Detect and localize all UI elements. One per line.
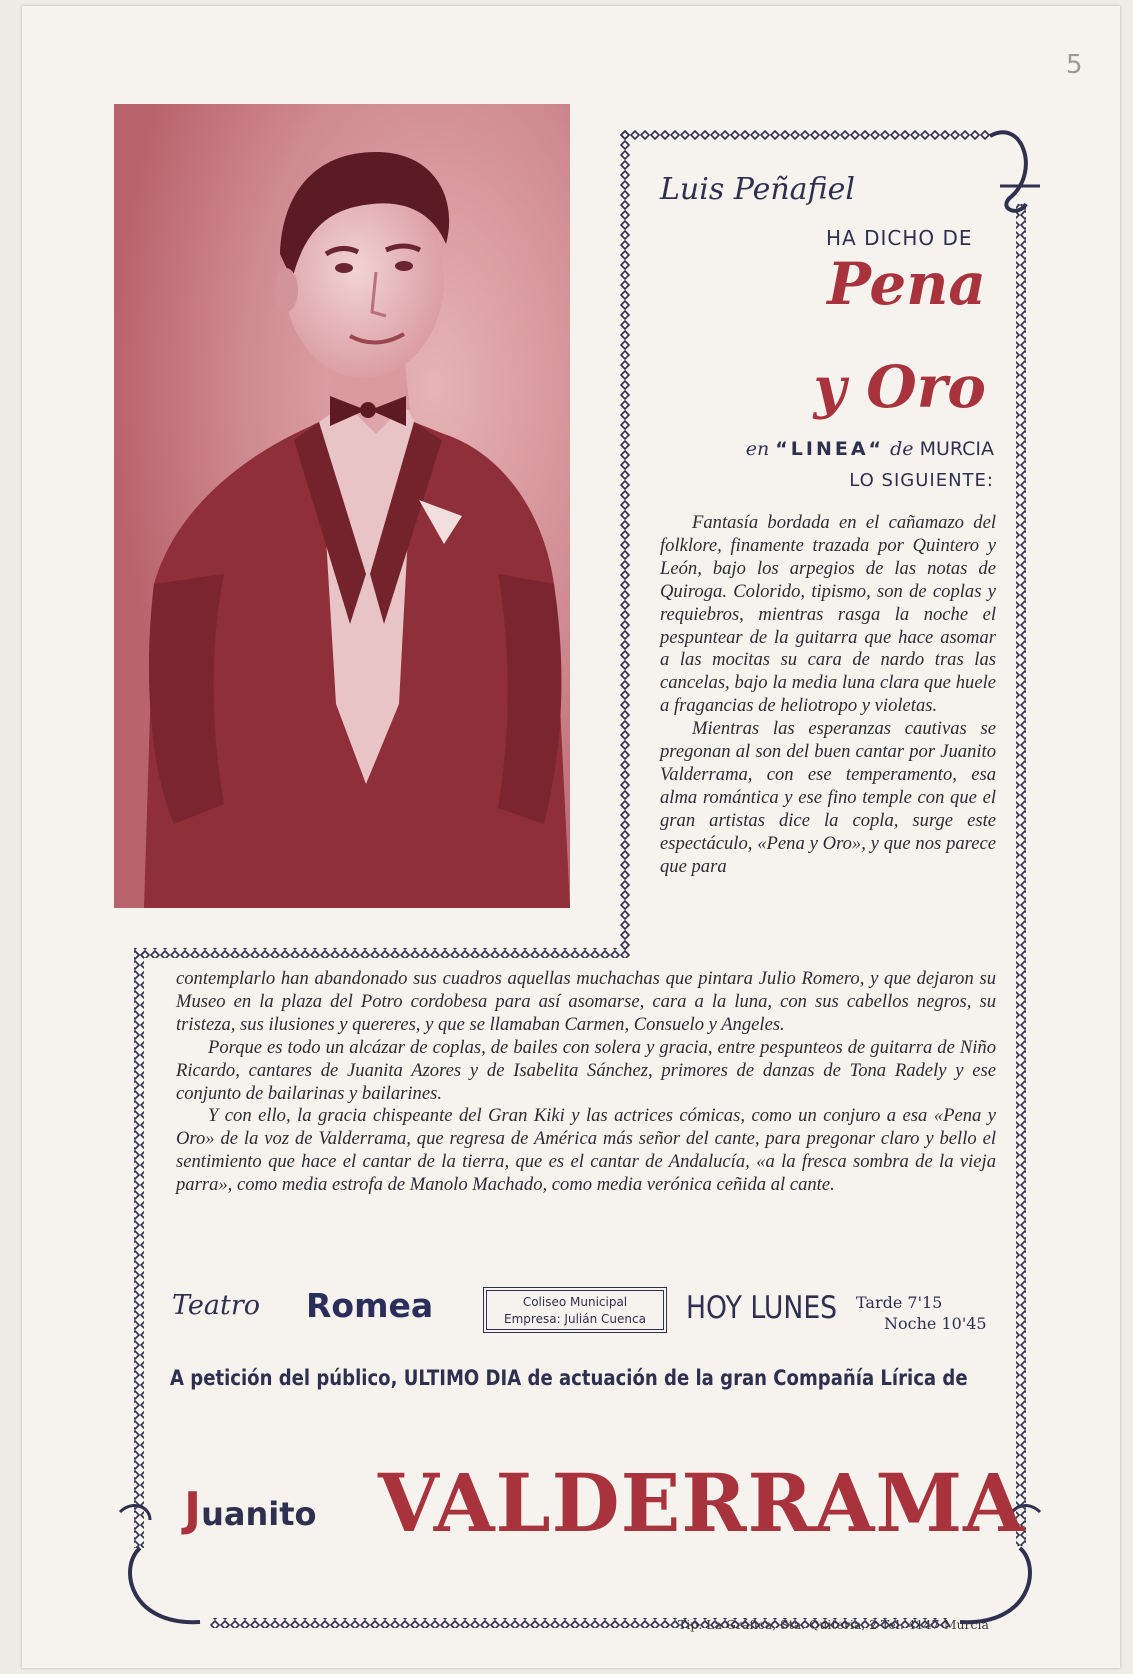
show-times [848,1292,990,1334]
show-title-line1: Pena [827,250,986,318]
theatre-name: Romea [306,1286,434,1325]
source-of: de [890,438,914,460]
venue-line: Coliseo Municipal [522,1295,628,1309]
theatre-word: Teatro [172,1290,261,1321]
author-signature: Luis Peñafiel [660,172,855,207]
article-paragraph: Porque es todo un alcázar de coplas, de bailes con solera y gracia, entre pespunteos de guitarra de Niño Ricardo, cantares de Juanita Azores y de Isabelita Sánchez, primores de danzas de Tona Radely y ese conjunto de bailarinas y bailarines. [176,1036,996,1104]
show-day: HOY LUNES [686,1290,838,1326]
article-column [660,512,996,879]
article-paragraph: Mientras las esperanzas cautivas se pregonan al son del buen cantar por Juanito Valderrama, con ese temperamento, esa alma romántica y ese fino temple con que el gran artistas dice la copla, surge este espectáculo, «Pena y Oro», y que nos parece que para [660,718,996,877]
printer-credit: Tip. La Gráfica, Sta. Quiteria, 2-Tel. 4147-Murcia [678,1617,989,1632]
artist-first-rest: uanito [201,1495,317,1533]
following-heading: LO SIGUIENTE: [849,470,994,491]
artist-first-name [184,1482,317,1536]
show-time-afternoon: Tarde 7'15 [856,1293,943,1312]
show-time-night: Noche 10'45 [884,1314,987,1333]
article-paragraph: Y con ello, la gracia chispeante del Gran Kiki y las actrices cómicas, como un conjuro a esa «Pena y Oro» de la voz de Valderrama, que regresa de América más señor del cante, para pregonar claro y bello el sentimiento que hace el cantar de la tierra, que es el cantar de Andalucía, «a la fresca sombra de la vieja parra», como media estrofa de Manolo Machado, como media verónica ceñida al cante. [176,1105,996,1196]
article-wide-block [176,968,996,1197]
article-paragraph: Fantasía bordada en el cañamazo del folklore, finamente trazada por Quintero y León, bajo los arpegios de las notas de Quiroga. Colorido, tipismo, son de coplas y requiebros, mientras rasga la noche el pespuntear de la guitarra que hace asomar a las mocitas su cara de nardo tras las cancelas, bajo la media luna clara que huele a fragancias de heliotropo y violetas. [660,512,996,717]
said-heading: HA DICHO DE [826,226,973,250]
artist-last-name: VALDERRAMA [378,1456,1025,1550]
page-number: 5 [1066,50,1083,80]
show-title-and: y [813,355,847,421]
article-paragraph: contemplarlo han abandonado sus cuadros aquellas muchachas que pintara Julio Romero, y que dejaron su Museo en la plaza del Potro cordobesa para así asomarse, cara a la luna, con sus cabellos negros, su tristeza, sus ilusiones y quereres, y que se llamaban Carmen, Consuelo y Angeles. [176,968,996,1035]
source-in: en [745,438,770,460]
show-title-line2 [790,353,986,421]
source-line [658,438,994,460]
artist-initial: J [184,1482,202,1536]
venue-box [486,1290,664,1330]
venue-line: Empresa: Julián Cuenca [504,1312,646,1326]
publication-name: “LINEA“ [775,438,885,460]
show-title-oro: Oro [866,353,986,421]
request-line: A petición del público, ULTIMO DIA de actuación de la gran Compañía Lírica de [170,1366,968,1390]
source-city: MURCIA [919,438,994,460]
